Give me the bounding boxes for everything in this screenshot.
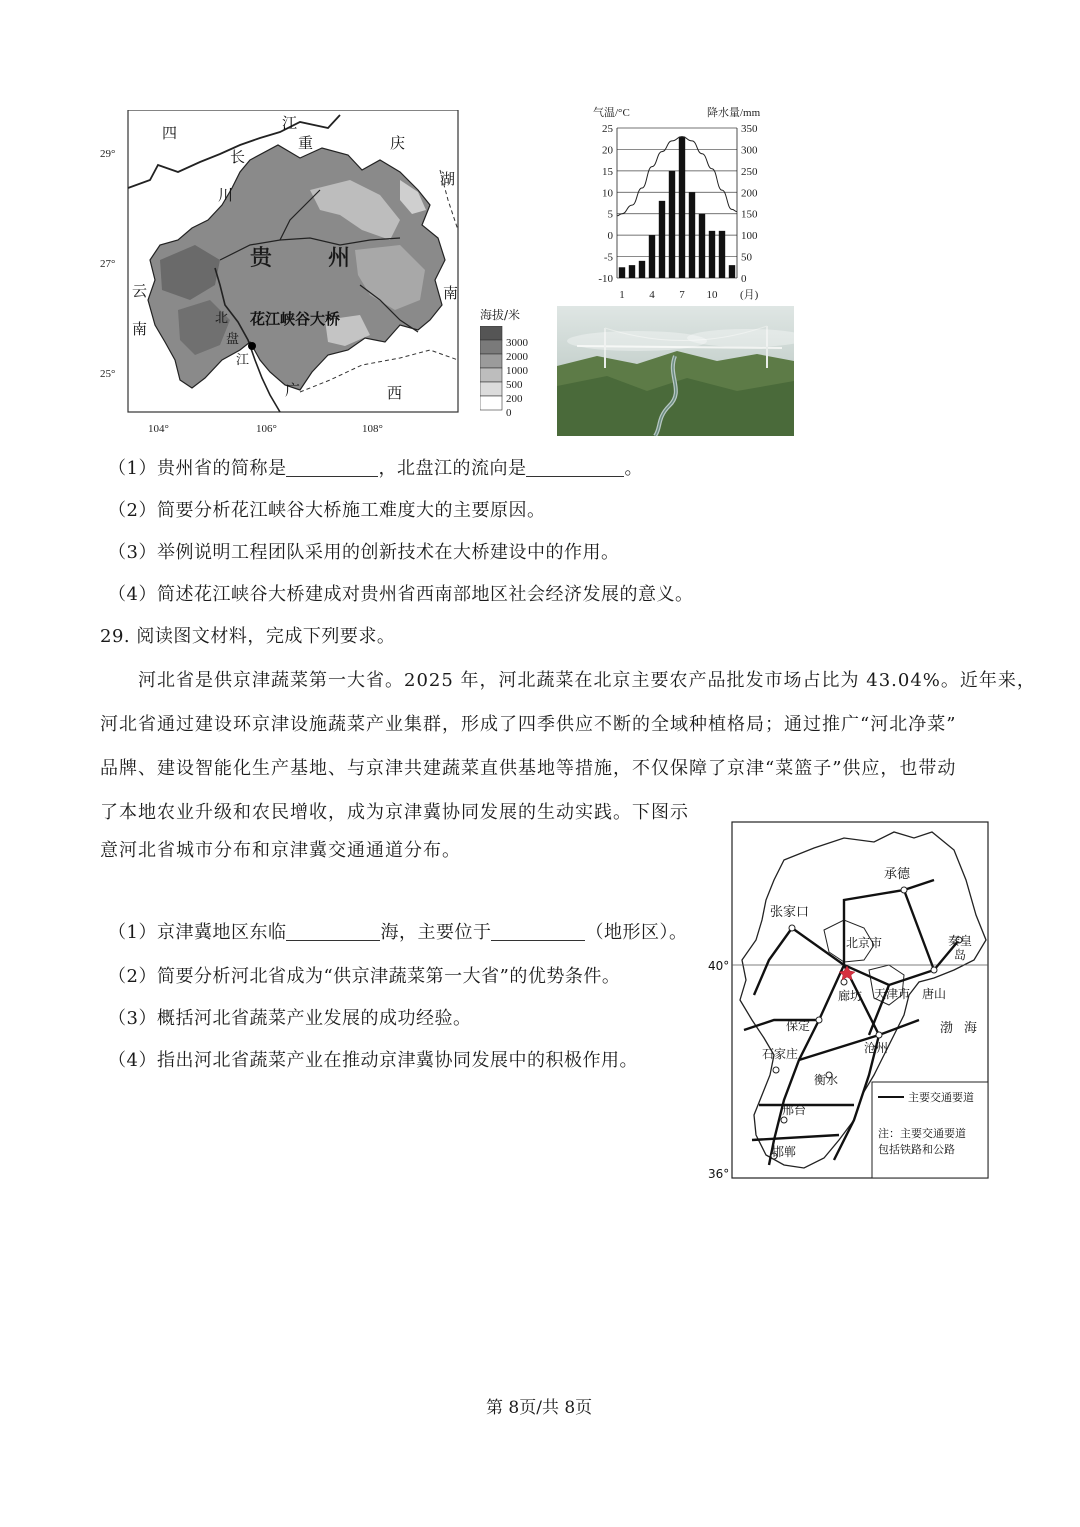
q29-item-2: （2）简要分析河北省成为“供京津蔬菜第一大省”的优势条件。: [108, 966, 621, 987]
right-axis-title: 降水量/mm: [707, 107, 761, 119]
lon-label-104: 104°: [148, 423, 169, 435]
label-bei: 北: [215, 311, 229, 326]
legend-title: 海拔/米: [480, 308, 521, 322]
city-handan: 邯郸: [772, 1145, 797, 1159]
y-tick-right: 150: [741, 208, 758, 221]
x-tick: 7: [679, 289, 685, 301]
temperature-curve: [617, 137, 737, 216]
answer-blank[interactable]: [491, 922, 585, 941]
label-si: 四: [162, 124, 178, 142]
label-guang: 广: [285, 381, 301, 399]
lat-label-25: 25°: [100, 368, 116, 380]
label-zhou: 州: [328, 246, 351, 271]
label-chuan: 川: [218, 186, 234, 204]
q29-item-3: （3）概括河北省蔬菜产业发展的成功经验。: [108, 1008, 472, 1029]
y-tick-left: 15: [602, 165, 613, 178]
precip-bar: [669, 171, 675, 278]
label-nan-hunan: 南: [443, 284, 459, 302]
label-pan: 盘: [226, 332, 240, 347]
bridge-photo: [557, 306, 794, 436]
city-zhangjiakou: 张家口: [770, 905, 810, 920]
legend-500: 500: [506, 379, 523, 391]
precip-bar: [619, 267, 625, 278]
elevation-legend: [478, 306, 548, 416]
legend-2000: 2000: [506, 351, 528, 363]
y-tick-left: 20: [602, 144, 613, 157]
hebei-transport-map: [704, 820, 990, 1182]
lat-label-27: 27°: [100, 258, 116, 270]
legend-0: 0: [506, 407, 512, 418]
city-hengshui: 衡水: [814, 1073, 839, 1087]
label-jiang: 江: [282, 114, 298, 132]
legend-3000: 3000: [506, 337, 528, 349]
x-tick: 4: [649, 289, 655, 301]
precip-bar: [659, 201, 665, 278]
city-baoding: 保定: [786, 1019, 811, 1033]
q29-item-4: （4）指出河北省蔬菜产业在推动京津冀协同发展中的积极作用。: [108, 1050, 638, 1071]
q28-1-text-b: ，北盘江的流向是: [378, 458, 527, 479]
q29-para-line-5: 意河北省城市分布和京津冀交通通道分布。: [100, 840, 461, 861]
y-tick-right: 250: [741, 165, 758, 178]
city-qinhuangdao-1: 秦皇: [948, 934, 973, 948]
q29-1-text-b: 海，主要位于: [380, 922, 492, 943]
y-tick-right: 300: [741, 144, 758, 157]
lon-label-108: 108°: [362, 423, 383, 435]
y-tick-left: 25: [602, 123, 613, 135]
y-tick-right: 0: [741, 273, 747, 285]
climate-chart: [585, 104, 785, 304]
precip-bar: [729, 265, 735, 278]
x-tick: 1: [619, 289, 625, 301]
city-qinhuangdao-2: 岛: [954, 948, 967, 962]
q28-1-text-c: 。: [624, 458, 643, 479]
legend-200: 200: [506, 393, 523, 405]
bridge-label: 花江峡谷大桥: [250, 310, 341, 328]
q28-item-3: （3）举例说明工程团队采用的创新技术在大桥建设中的作用。: [108, 542, 620, 563]
q29-item-1: [108, 918, 687, 944]
label-bo: 渤: [940, 1021, 954, 1036]
y-tick-right: 200: [741, 187, 758, 200]
left-axis-title: 气温/°C: [593, 107, 630, 119]
city-tianjin: 天津市: [874, 987, 911, 1001]
precip-bar: [709, 231, 715, 278]
y-tick-left: 10: [602, 187, 613, 200]
city-langfang: 廊坊: [838, 989, 863, 1003]
label-yun: 云: [132, 282, 148, 300]
q29-para-line-3: 品牌、建设智能化生产基地、与京津共建蔬菜直供基地等措施，不仅保障了京津“菜篮子”供应，也带动: [100, 758, 957, 779]
legend-1000: 1000: [506, 365, 528, 377]
precip-bar: [689, 192, 695, 278]
q28-item-2: （2）简要分析花江峡谷大桥施工难度大的主要原因。: [108, 500, 546, 521]
city-tangshan: 唐山: [922, 987, 947, 1001]
city-shijiazhuang: 石家庄: [762, 1047, 799, 1061]
precip-bar: [699, 214, 705, 278]
q28-item-1: [108, 454, 643, 480]
legend-swatches: [480, 326, 548, 418]
guizhou-relief-map: [100, 110, 480, 440]
y-tick-right: 50: [741, 251, 752, 264]
legend-note-1: 注：主要交通要道: [878, 1127, 966, 1140]
city-chengde: 承德: [884, 867, 911, 882]
label-hu: 湖: [440, 170, 456, 188]
q29-para-line-2: 河北省通过建设环京津设施蔬菜产业集群，形成了四季供应不断的全域种植格局；通过推广“河北净菜”: [100, 714, 957, 735]
answer-blank[interactable]: [286, 922, 380, 941]
city-cangzhou: 沧州: [864, 1041, 889, 1055]
lat-label-29: 29°: [100, 148, 116, 160]
label-chang: 长: [230, 148, 246, 166]
label-nan-yunnan: 南: [132, 320, 148, 338]
label-hai: 海: [964, 1021, 978, 1036]
label-chong: 重: [298, 134, 314, 152]
answer-blank[interactable]: [526, 458, 624, 477]
precip-bar: [719, 231, 725, 278]
y-tick-left: -5: [603, 251, 613, 264]
y-tick-right: 350: [741, 123, 758, 135]
legend-line-label: 主要交通要道: [908, 1091, 974, 1104]
q28-item-4: （4）简述花江峡谷大桥建成对贵州省西南部地区社会经济发展的意义。: [108, 584, 694, 605]
lat-40-label: 40°: [708, 959, 730, 973]
city-beijing: 北京市: [846, 936, 883, 950]
lat-36-label: 36°: [708, 1167, 730, 1181]
label-gui: 贵: [250, 246, 273, 271]
q28-1-text-a: （1）贵州省的简称是: [108, 458, 287, 479]
y-tick-left: 0: [607, 230, 613, 243]
legend-note-2: 包括铁路和公路: [878, 1143, 955, 1156]
precip-bar: [639, 261, 645, 278]
y-tick-left: -10: [598, 273, 613, 285]
label-xi: 西: [387, 384, 403, 402]
x-tick: 10: [706, 289, 718, 301]
label-qing: 庆: [390, 134, 406, 152]
answer-blank[interactable]: [286, 458, 378, 477]
month-suffix: (月): [740, 289, 759, 301]
precip-bar: [679, 137, 685, 278]
precip-bar: [649, 235, 655, 278]
y-tick-left: 5: [607, 208, 613, 221]
bridge-marker: [248, 342, 256, 350]
page-footer: 第 8页/共 8页: [486, 1398, 593, 1418]
q29-para-line-4: 了本地农业升级和农民增收，成为京津冀协同发展的生动实践。下图示: [100, 802, 689, 823]
y-tick-right: 100: [741, 230, 758, 243]
q29-para-line-1: 河北省是供京津蔬菜第一大省。2025 年，河北蔬菜在北京主要农产品批发市场占比为 43.04%。近年来，: [138, 670, 1036, 691]
q29-title: 29. 阅读图文材料，完成下列要求。: [100, 626, 396, 647]
city-xingtai: 邢台: [782, 1103, 807, 1117]
lon-label-106: 106°: [256, 423, 277, 435]
label-jiang-bpj: 江: [236, 353, 250, 368]
q29-1-text-a: （1）京津冀地区东临: [108, 922, 287, 943]
q29-1-text-c: （地形区）。: [585, 922, 688, 943]
precip-bar: [629, 265, 635, 278]
